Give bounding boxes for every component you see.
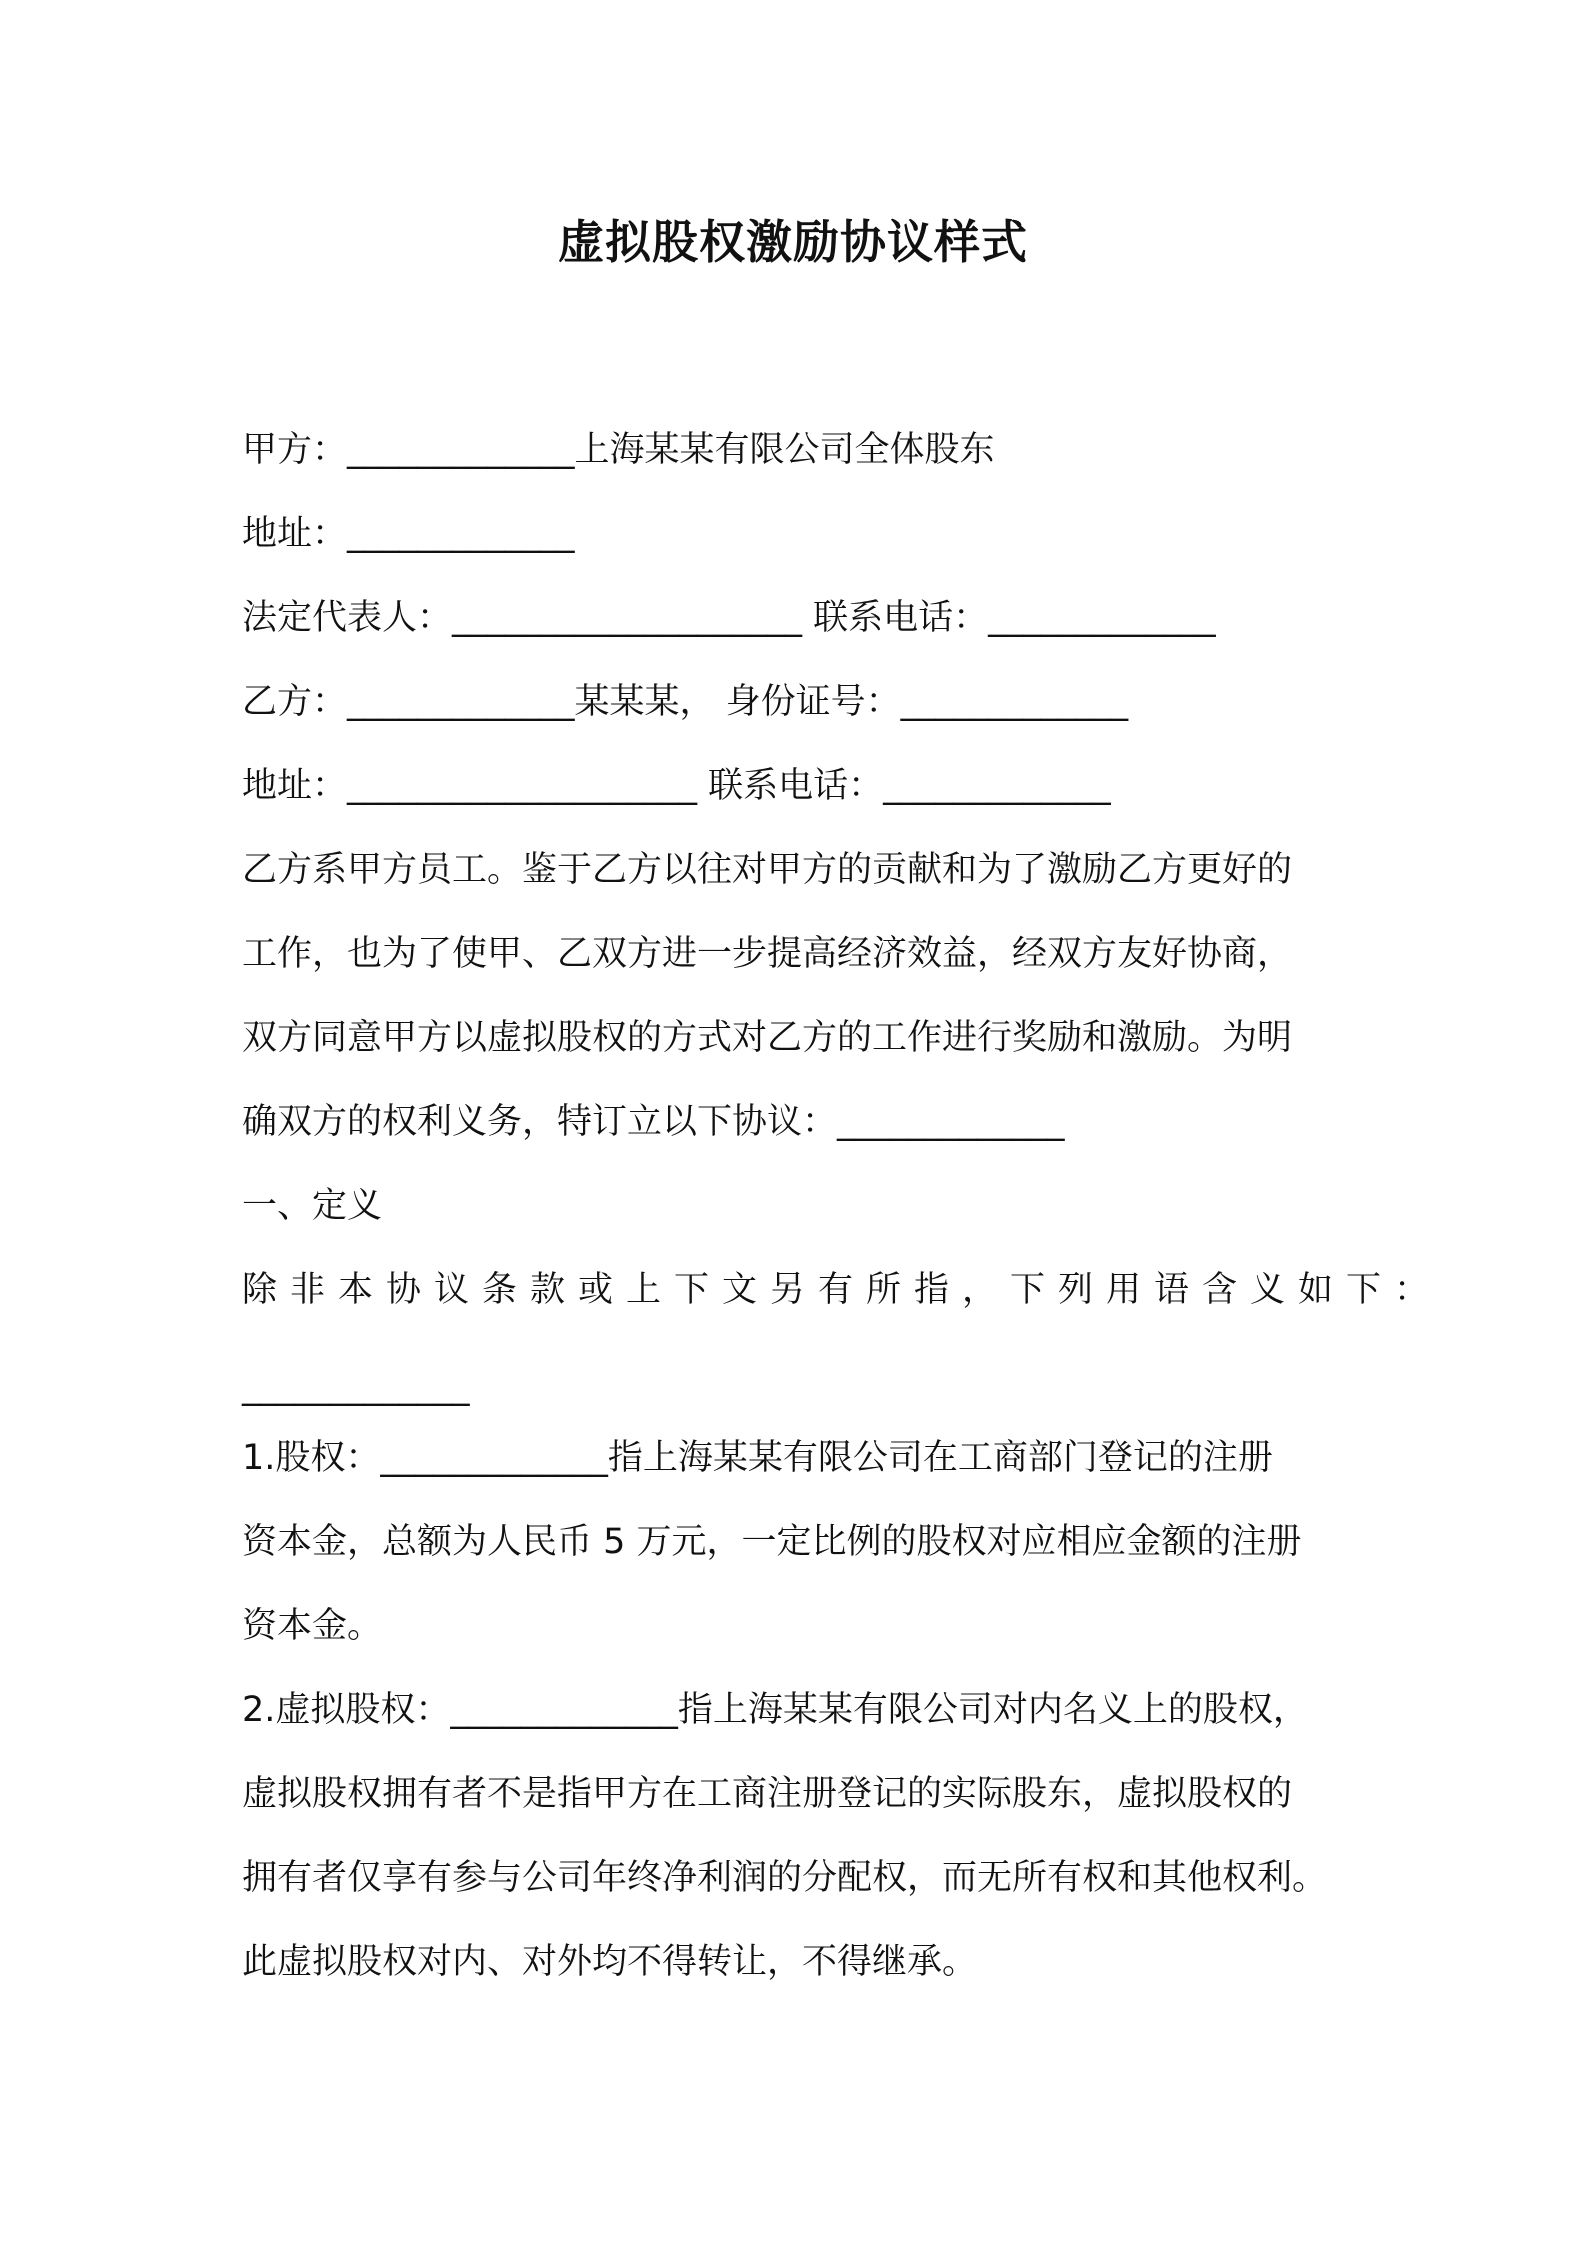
definition-equity-line-1: 1.股权：_____________指上海某某有限公司在工商部门登记的注册 bbox=[242, 1438, 1273, 1478]
definition-virtual-equity-line-1: 2.虚拟股权：_____________指上海某某有限公司对内名义上的股权， bbox=[242, 1690, 1308, 1730]
definition-equity-line-2: 资本金，总额为人民币 5 万元，一定比例的股权对应相应金额的注册 bbox=[242, 1522, 1302, 1562]
document-body bbox=[242, 408, 1443, 2004]
party-b-address-line: 地址：____________________ 联系电话：_____________ bbox=[242, 766, 1111, 806]
preamble-line-4: 确双方的权利义务，特订立以下协议：_____________ bbox=[242, 1102, 1065, 1142]
preamble-line-1: 乙方系甲方员工。鉴于乙方以往对甲方的贡献和为了激励乙方更好的 bbox=[242, 850, 1293, 890]
section-heading-definitions: 一、定义 bbox=[242, 1186, 383, 1226]
preamble-line-3: 双方同意甲方以虚拟股权的方式对乙方的工作进行奖励和激励。为明 bbox=[242, 1018, 1293, 1058]
legal-representative-line: 法定代表人：____________________ 联系电话：_____________ bbox=[242, 598, 1216, 638]
definition-equity-line-3: 资本金。 bbox=[242, 1606, 383, 1646]
party-b-line: 乙方：_____________某某某， 身份证号：_____________ bbox=[242, 682, 1129, 722]
definition-virtual-equity-line-2: 虚拟股权拥有者不是指甲方在工商注册登记的实际股东，虚拟股权的 bbox=[242, 1774, 1293, 1814]
preamble-line-2: 工作，也为了使甲、乙双方进一步提高经济效益，经双方友好协商， bbox=[242, 934, 1293, 974]
document-title: 虚拟股权激励协议样式 bbox=[558, 215, 1028, 269]
definition-virtual-equity-line-3: 拥有者仅享有参与公司年终净利润的分配权，而无所有权和其他权利。 bbox=[242, 1858, 1328, 1898]
definitions-intro-line: 除非本协议条款或上下文另有所指，下列用语含义如下： bbox=[242, 1270, 1443, 1310]
definition-virtual-equity-line-4: 此虚拟股权对内、对外均不得转让，不得继承。 bbox=[242, 1942, 978, 1982]
definitions-blank-line: _____________ bbox=[242, 1367, 470, 1407]
party-a-address-line: 地址：_____________ bbox=[242, 514, 575, 554]
party-a-line: 甲方：_____________上海某某有限公司全体股东 bbox=[242, 430, 995, 470]
